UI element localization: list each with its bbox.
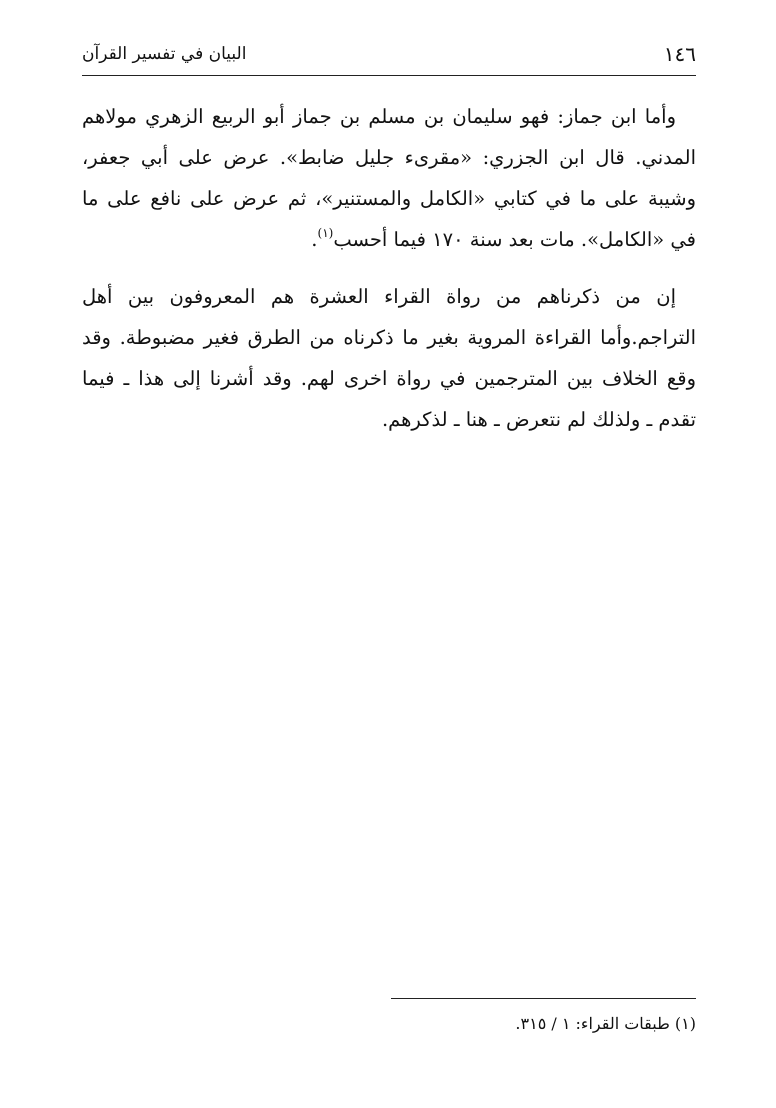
paragraph-text: وأما ابن جماز: فهو سليمان بن مسلم بن جماز أبو الربيع الزهري مولاهم المدني. قال ابن الجزري: «مقرىء جليل ضابط». عرض على أبي جعفر، وشيبة على ما في كتابي «الكامل والمستنير»، ثم عرض على نافع على ما في «الكامل». مات بعد سنة ١٧٠ فيما أحسب: [82, 105, 696, 251]
paragraph-end: .: [311, 228, 318, 251]
paragraph: [82, 96, 696, 260]
footnote: (١) طبقات القراء: ١ / ٣١٥.: [515, 1014, 696, 1033]
page-header: [82, 36, 696, 74]
running-title: البيان في تفسير القرآن: [82, 44, 247, 64]
header-rule: [82, 75, 696, 76]
footnote-separator: [391, 998, 696, 999]
footnote-reference[interactable]: (١): [317, 226, 334, 240]
paragraph: إن من ذكرناهم من رواة القراء العشرة هم المعروفون بين أهل التراجم.وأما القراءة المروية بغير ما ذكرناه من الطرق فغير مضبوطة. وقد وقع الخلاف بين المترجمين في رواة اخرى لهم. وقد أشرنا إلى هذا ـ فيما تقدم ـ ولذلك لم نتعرض ـ هنا ـ لذكرهم.: [82, 285, 696, 431]
body-text: [82, 96, 696, 440]
page-number: ١٤٦: [663, 42, 696, 66]
